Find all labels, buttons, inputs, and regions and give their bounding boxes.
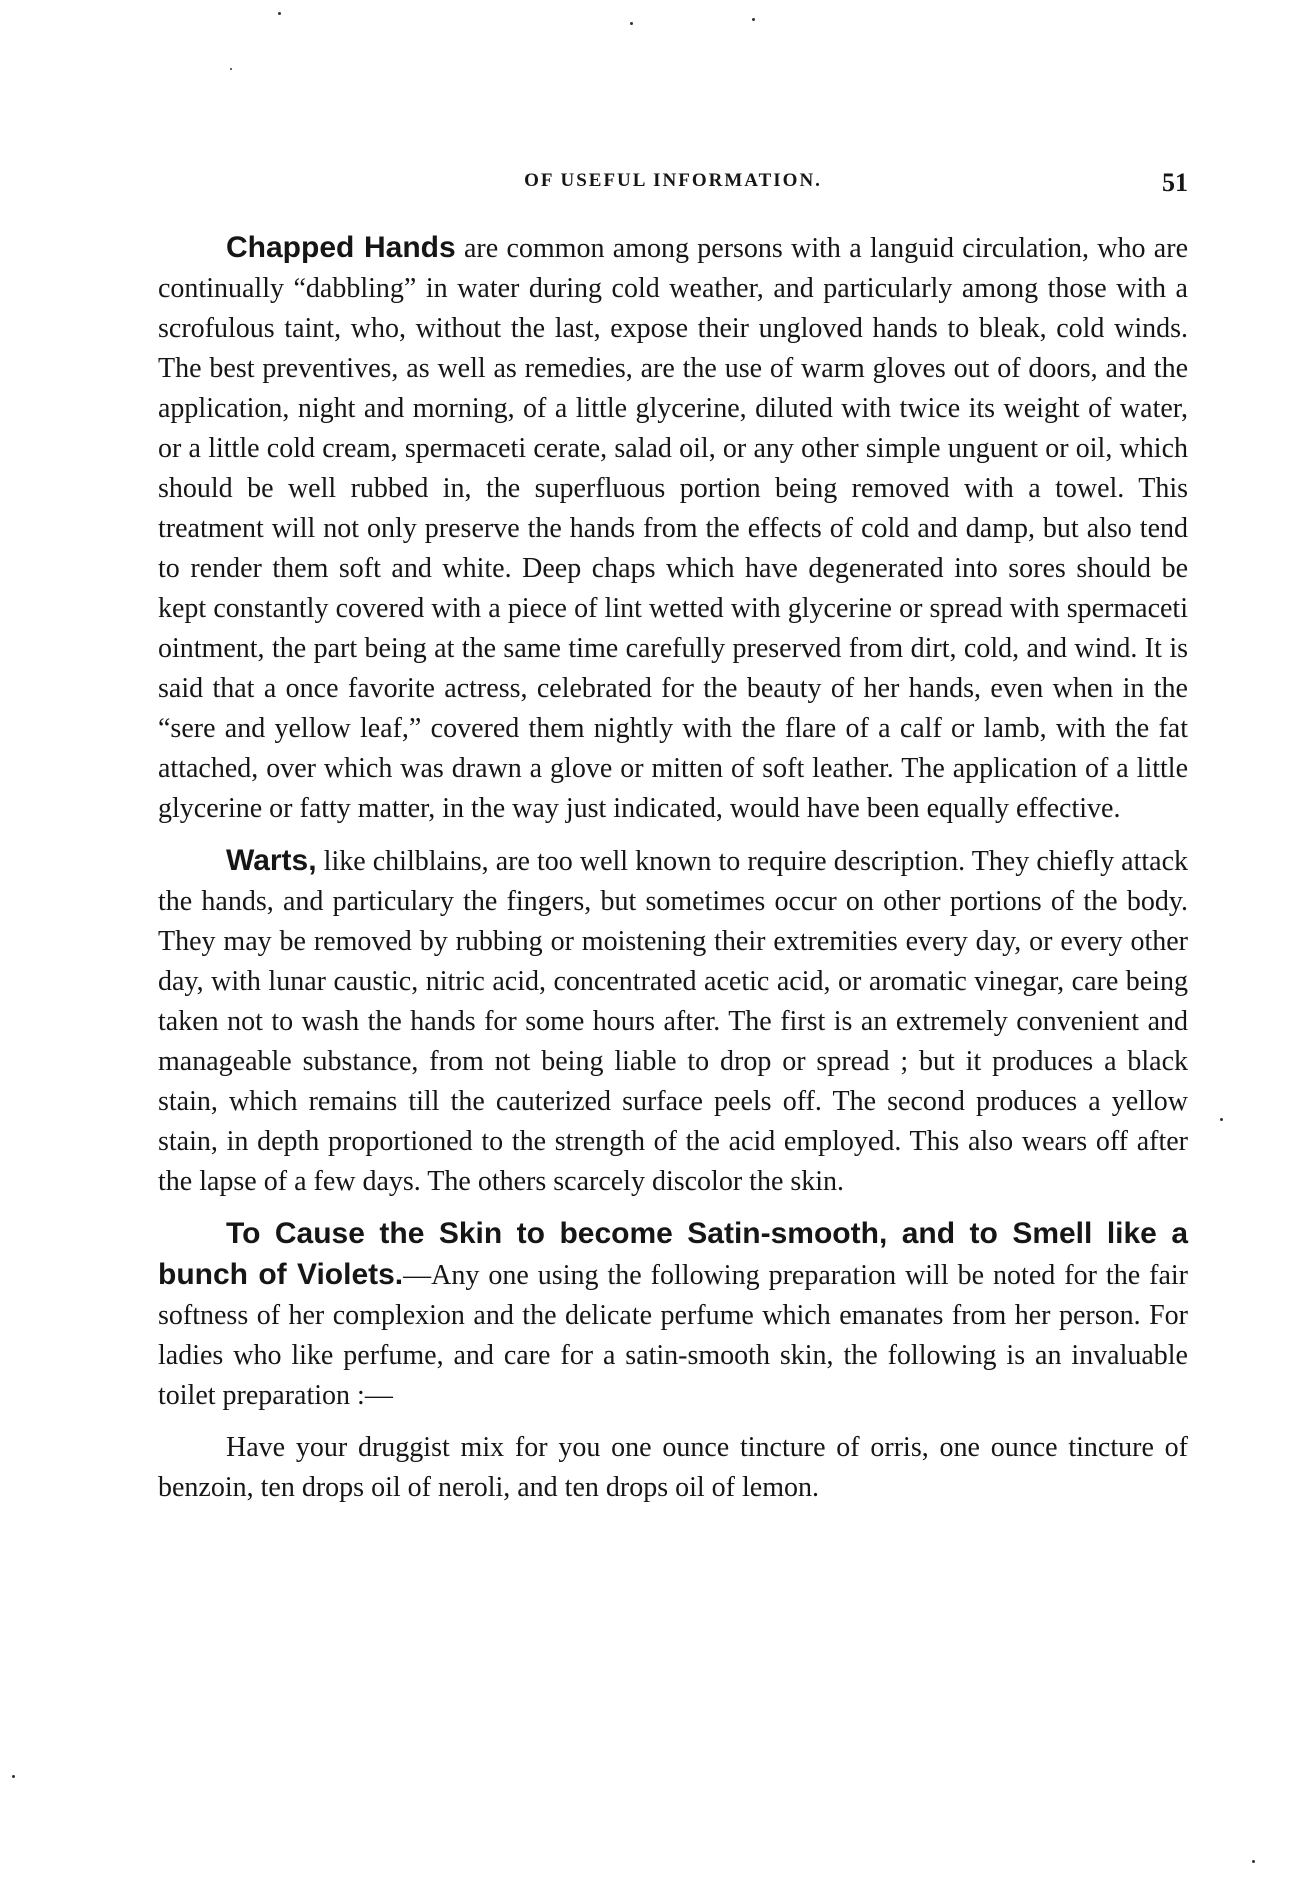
paragraph-heading: Warts, xyxy=(226,844,317,877)
paragraph-heading: Chapped Hands xyxy=(226,231,456,264)
running-head xyxy=(158,168,1188,198)
paragraph-heading: To Cause the Skin to become Satin-smooth, and to Smell like a bunch of Violets. xyxy=(158,1217,1188,1291)
paragraph-recipe xyxy=(158,1428,1188,1508)
paragraph-satin-smooth-skin xyxy=(158,1214,1188,1416)
page-number: 51 xyxy=(1162,168,1188,197)
paragraph-chapped-hands xyxy=(158,228,1188,829)
body-text xyxy=(158,228,1188,1520)
paragraph-warts xyxy=(158,841,1188,1202)
paragraph-text: like chilblains, are too well known to require description. They chiefly attack the hands, and particulary the fingers, but sometimes occur on other portions of the body. They may be removed by rubbing or moistening their extremities every day, or every other day, with lunar caustic, nitric acid, concentrated acetic acid, or aromatic vinegar, care being taken not to wash the hands for some hours after. The first is an extremely convenient and manageable substance, from not being liable to drop or spread ; but it produces a black stain, which remains till the cauterized surface peels off. The second produces a yellow stain, in depth proportioned to the strength of the acid employed. This also wears off after the lapse of a few days. The others scarcely discolor the skin. xyxy=(158,846,1188,1197)
paragraph-text: —Any one using the following preparation will be noted for the fair softness of her complexion and the delicate perfume which emanates from her person. For ladies who like perfume, and care for a satin-smooth skin, the following is an invaluable toilet preparation :— xyxy=(158,1260,1188,1411)
print-speck xyxy=(1220,1118,1223,1121)
print-speck xyxy=(278,12,281,15)
paragraph-text: Have your druggist mix for you one ounce tincture of orris, one ounce tincture of benzoin, ten drops oil of neroli, and ten drops oil of lemon. xyxy=(158,1432,1188,1503)
running-title: OF USEFUL INFORMATION. xyxy=(524,170,822,191)
print-speck xyxy=(630,22,633,25)
print-speck xyxy=(752,18,755,21)
paragraph-text: are common among persons with a languid circulation, who are continually “dabbling” in water during cold weather, and particularly among those with a scrofulous taint, who, without the last, expose their ungloved hands to bleak, cold winds. The best preventives, as well as remedies, are the use of warm gloves out of doors, and the application, night and morning, of a little glycerine, diluted with twice its weight of water, or a little cold cream, spermaceti cerate, salad oil, or any other simple unguent or oil, which should be well rubbed in, the superfluous portion being removed with a towel. This treatment will not only preserve the hands from the effects of cold and damp, but also tend to render them soft and white. Deep chaps which have degenerated into sores should be kept constantly covered with a piece of lint wetted with glycerine or spread with spermaceti ointment, the part being at the same time carefully preserved from dirt, cold, and wind. It is said that a once favorite actress, celebrated for the beauty of her hands, even when in the “sere and yellow leaf,” covered them nightly with the flare of a calf or lamb, with the fat attached, over which was drawn a glove or mitten of soft leather. The application of a little glycerine or fatty matter, in the way just indicated, would have been equally effective. xyxy=(158,233,1188,824)
print-speck xyxy=(12,1775,15,1778)
print-speck xyxy=(1252,1860,1255,1863)
print-speck xyxy=(230,68,232,70)
